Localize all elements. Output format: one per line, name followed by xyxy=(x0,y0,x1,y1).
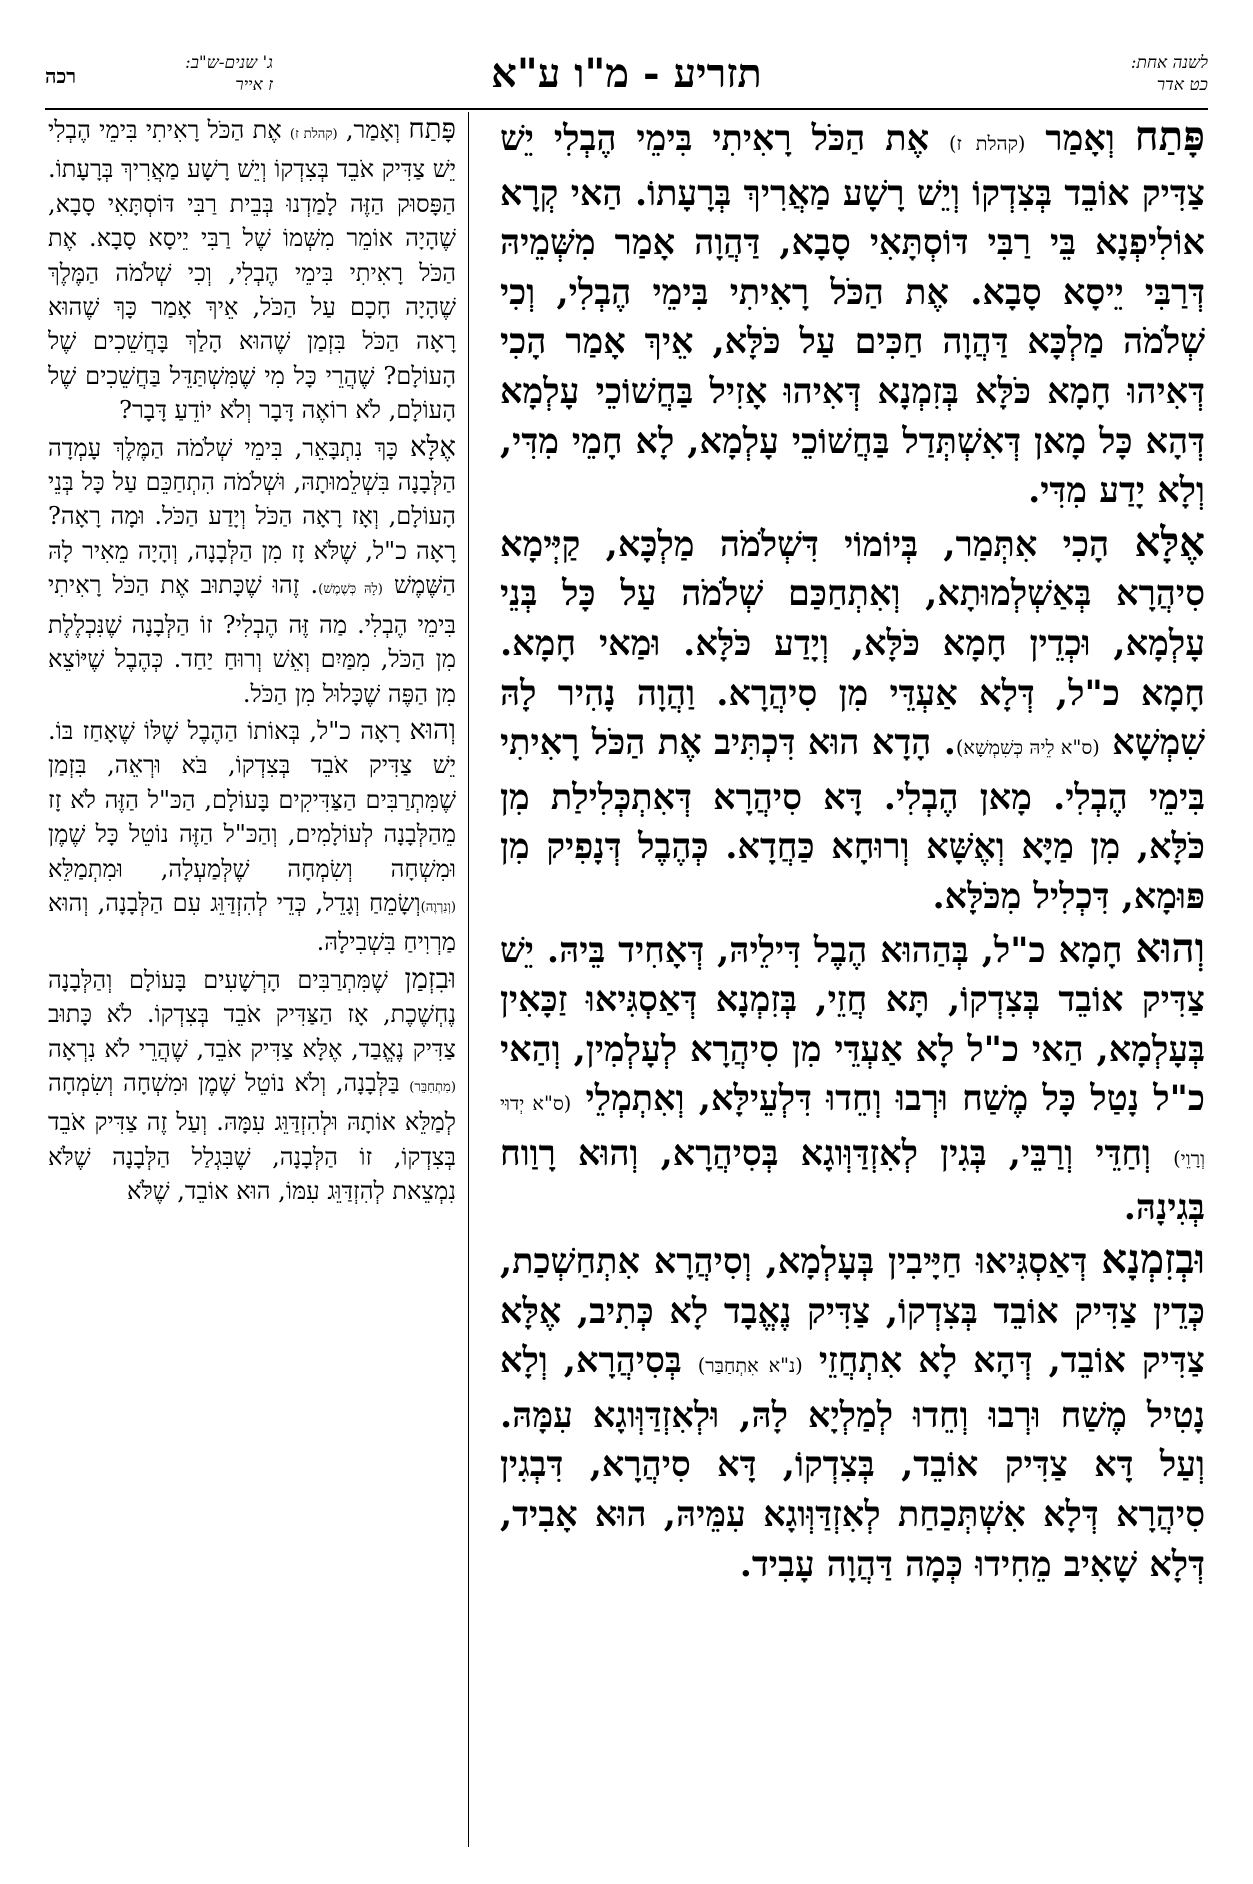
paragraph-lead-word: וּבִזְמַן xyxy=(404,961,456,995)
variant-note: (וְנִרְוֶה) xyxy=(420,899,456,915)
paragraph-text: וְאָמַר xyxy=(1045,118,1115,159)
variant-note: (ס"א יְדוּי וְרָוֵי) xyxy=(500,1092,1205,1170)
page-number: רכה xyxy=(45,64,77,88)
paragraph-text: . הָדָא הוּא דִּכְתִּיב אֶת הַכֹּל רָאִיתִי בִּימֵי הֶבְלִי. מָאן הֶבְלִי. דָּא סִיהֲרָא דְּאִתְכְּלִילַת מִן כֹּלָּא, מִן מַיָּא וְאֶשָּׁא וְרוּחָא כַּחֲדָא. כְּהֶבֶל דְּנָפִיק מִן פּוּמָא, דִּכְלִיל מִכֹּלָּא. xyxy=(500,722,1205,917)
page-title: תזריע - מ"ו ע"א xyxy=(491,50,762,97)
paragraph-text: וְאָמַר, xyxy=(345,116,401,144)
schedule-one-year: לשנה אחת: xyxy=(1130,53,1208,73)
paragraph-text: אֶת הַכֹּל רָאִיתִי בִּימֵי הֶבְלִי יֵשׁ צַדִּיק אֹבֵד בְּצִדְקוֹ וְיֵשׁ רָשָׁע מַאֲרִיךְ בְּרָעָתוֹ. הַפָּסוּק הַזֶּה לָמַדְנוּ בְּבֵית רַבִּי דּוֹסְתָּאִי סָבָא, שֶׁהָיָה אוֹמֵר מִשְּׁמוֹ שֶׁל רַבִּי יֵיסָא סָבָא. אֶת הַכֹּל רָאִיתִי בִּימֵי הֶבְלִי, וְכִי שְׁלֹמֹה הַמֶּלֶךְ שֶׁהָיָה חָכָם עַל הַכֹּל, אֵיךְ אָמַר כָּךְ שֶׁהוּא רָאָה הַכֹּל בִּזְמַן שֶׁהוּא הָלַךְ בָּחֲשֵׁכִים שֶׁל הָעוֹלָם? שֶׁהֲרֵי כָּל מִי שֶׁמִּשְׁתַּדֵּל בַּחֲשֵׁכִים שֶׁל הָעוֹלָם, לֹא רוֹאֶה דָּבָר וְלֹא יוֹדֵעַ דָּבָר? xyxy=(48,116,456,425)
paragraph-text: חָמָא כ"ל, בְּהַהוּא הֶבֶל דִּילֵיהּ, דְּאָחִיד בֵּיהּ. יֵשׁ צַדִּיק אוֹבֵד בְּצִדְקוֹ, תָּא חֲזֵי, בְּזִמְנָא דְּאַסְגִּיאוּ זַכָּאִין בְּעָלְמָא, הַאי כ"ל לָא אַעְדֵּי מִן סִיהֲרָא לְעָלְמִין, וְהַאי כ"ל נָטַל כָּל מֶשַׁח וּרְבוּ וְחֵדוּ דִּלְעֵילָּא, וְאִתְמְלֵי xyxy=(500,929,1205,1120)
paragraph-text: שֶׁמִּתְרַבִּים הָרְשָׁעִים בָּעוֹלָם וְהַלְּבָנָה נֶחְשֶׁכֶת, אָז הַצַּדִּיק אֹבֵד בְּצִדְקוֹ. לֹא כָּתוּב צַדִּיק נֶאֱבַד, אֶלָּא צַדִּיק אֹבֵד, שֶׁהֲרֵי לֹא נִרְאָה xyxy=(48,965,456,1063)
side-paragraph xyxy=(48,713,456,960)
paragraph-text: רָאָה כ"ל, בְּאוֹתוֹ הַהֶבֶל שֶׁלּוֹ שֶׁאָחַז בּוֹ. יֵשׁ צַדִּיק אֹבֵד בְּצִדְקוֹ, בֹּא וּרְאֵה, בִּזְמַן שֶׁמִּתְרַבִּים הַצַּדִּיקִים בָּעוֹלָם, הַכּ"ל הַזֶּה לֹא זָז מֵהַלְּבָנָה לְעוֹלָמִים, וְהַכּ"ל הַזֶּה נוֹטֵל כָּל שֶׁמֶן וּמִשְׁחָה וְשִׂמְחָה שֶׁלְּמַעְלָה, וּמִתְמַלֵּא xyxy=(48,716,456,883)
translation-column xyxy=(48,112,456,1852)
main-text-column xyxy=(500,112,1205,1852)
paragraph-text: . זֶהוּ שֶׁכָּתוּב אֶת הַכֹּל רָאִיתִי בִּימֵי הֶבְלִי. מַה זֶּה הֶבְלִי? זוֹ הַלְּבָנָה שֶׁנִּכְלֶלֶת מִן הַכֹּל, מִמַּיִם וְאֵשׁ וְרוּחַ יַחַד. כְּהֶבֶל שֶׁיּוֹצֵא מִן הַפֶּה שֶׁכָּלוּל מִן הַכֹּל. xyxy=(48,571,456,708)
source-reference: (קהלת ז) xyxy=(949,132,1026,155)
paragraph-lead-word: פָּתַח xyxy=(1134,113,1205,160)
column-divider xyxy=(468,112,469,1847)
paragraph-lead-word: אֶלָּא xyxy=(1134,518,1205,566)
paragraph-lead-word: אֶלָּא xyxy=(409,429,456,463)
variant-note: (מִתְחַבֵּר) xyxy=(409,1079,456,1095)
paragraph-lead-word: וּבְזִמְנָא xyxy=(1101,1236,1205,1284)
main-paragraph xyxy=(500,924,1205,1234)
paragraph-text: וְשָׂמֵחַ וְגָדֵל, כְּדֵי לְהִזְדַּוֵּג עִם הַלְּבָנָה, וְהוּא מַרְוִיחַ בִּשְׁבִילָהּ. xyxy=(48,888,456,957)
variant-note: (ס"א לֵיהּ כְּשִׁמְשָׁא) xyxy=(955,736,1100,760)
paragraph-text: בְּסִיהֲרָא, וְלָא נָטִיל מֶשַׁח וּרְבוּ וְחֵדוּ לְמַלְיָא לָהּ, וּלְאִזְדַּוְּוגָא עִמָּהּ. וְעַל דָּא צַדִּיק אוֹבֵד, בְּצִדְקוֹ, דָּא סִיהֲרָא, דִּבְגִין סִיהֲרָא דְּלָא אִשְׁתְּכַחַת לְאִזְדַּוְּוגָא עִמֵּיהּ, הוּא אָבִיד, דְּלָא שָׁאִיב מֵחִידוּ כְּמָה דַּהֲוָה עָבִיד. xyxy=(500,1340,1205,1585)
side-paragraph xyxy=(48,962,456,1209)
paragraph-text: וְחַדֵּי וְרַבֵּי, בְּגִין לְאִזְדַּוְּוגָא בְּסִיהֲרָא, וְהוּא רָוַוח בְּגִינָהּ. xyxy=(500,1132,1205,1229)
side-paragraph xyxy=(48,430,456,711)
paragraph-lead-word: פָּתַח xyxy=(408,112,456,145)
paragraph-text: דְּאַסְגִּיאוּ חַיָּיבִין בְּעָלְמָא, וְסִיהֲרָא אִתְחַשְׁכַת, כְּדֵין צַדִּיק אוֹבֵד בְּצִדְקוֹ, צַדִּיק נֶאֱבָד לָא כְּתִיב, אֶלָּא צַדִּיק אוֹבֵד, דְּהָא לָא אִתְחֲזֵי xyxy=(500,1241,1205,1382)
paragraph-text: אֶת הַכֹּל רָאִיתִי בִּימֵי הֶבְלִי יֵשׁ צַדִּיק אוֹבֵד בְּצִדְקוֹ וְיֵשׁ רָשָׁע מַאֲרִיךְ בְּרָעָתוֹ. הַאי קְרָא אוֹלִיפְנָא בֵּי רַבִּי דּוֹסְתָּאִי סָבָא, דַּהֲוָה אָמַר מִשְּׁמֵיהּ דְּרַבִּי יֵיסָא סָבָא. אֶת הַכֹּל רָאִיתִי בִּימֵי הֶבְלִי, וְכִי שְׁלֹמֹה מַלְכָּא דַּהֲוָה חַכִּים עַל כֹּלָּא, אֵיךְ אָמַר הָכִי דְּאִיהוּ חָמָא כֹּלָּא בְּזִמְנָא דְּאִיהוּ אָזִיל בַּחֲשׁוֹכֵי עָלְמָא דְּהָא כָּל מָאן דְּאִשְׁתְּדַל בַּחֲשׁוֹכֵי עָלְמָא, לָא חָמֵי מִדִּי, וְלָא יָדַע מִדִּי. xyxy=(500,118,1205,512)
main-paragraph xyxy=(500,112,1205,516)
paragraph-text: בַּלְּבָנָה, וְלֹא נוֹטֵל שֶׁמֶן וּמִשְׁחָה וְשִׂמְחָה לְמַלֵּא אוֹתָהּ וּלְהִזְדַּוֵּג עִמָּהּ. וְעַל זֶה צַדִּיק אֹבֵד בְּצִדְקוֹ, זוֹ הַלְּבָנָה, שֶׁבִּגְלַל הַלְּבָנָה שֶׁלֹּא נִמְצֵאת לְהִזְדַּוֵּג עִמּוֹ, הוּא אוֹבֵד, שֶׁלֹּא xyxy=(48,1068,456,1206)
schedule-three-years: ג' שנים-ש"ב: xyxy=(185,53,273,73)
variant-note: (נ"א אִתְחַבַּר) xyxy=(697,1354,803,1378)
schedule-three-years-date: ז אייר xyxy=(235,75,273,95)
page-header xyxy=(45,50,1208,104)
paragraph-lead-word: וְהוּא xyxy=(1135,924,1205,972)
main-paragraph xyxy=(500,1235,1205,1589)
source-reference: (קהלת ז) xyxy=(289,127,338,142)
header-right-info xyxy=(1131,52,1208,96)
variant-note: (לָהּ כְּשֶׁמֶשׁ) xyxy=(318,582,383,598)
header-divider xyxy=(45,108,1208,110)
paragraph-text: כָּךְ נִתְבָּאֵר, בִּימֵי שְׁלֹמֹה הַמֶּלֶךְ עָמְדָה הַלְּבָנָה בִּשְׁלֵמוּתָהּ, וּשְׁלֹמֹה הִתְחַכֵּם עַל כָּל בְּנֵי הָעוֹלָם, וְאָז רָאָה הַכֹּל וְיָדַע הַכֹּל. וּמָה רָאָה? רָאָה כ"ל, שֶׁלֹּא זָז מִן הַלְּבָנָה, וְהָיָה מֵאִיר לָהּ הַשֶּׁמֶשׁ xyxy=(48,433,456,600)
main-paragraph xyxy=(500,518,1205,922)
side-paragraph xyxy=(48,112,456,428)
paragraph-lead-word: וְהוּא xyxy=(409,712,456,746)
schedule-one-year-date: כט אדר xyxy=(1156,75,1208,95)
paragraph-text: הָכִי אִתְּמַר, בְּיוֹמוֹי דִּשְׁלֹמֹה מַלְכָּא, קַיְּימָא סִיהֲרָא בְּאַשְׁלְמוּתָא, וְאִתְחַכַּם שְׁלֹמֹה עַל כָּל בְּנֵי עָלְמָא, וּכְדֵין חָמָא כֹּלָּא, וְיָדַע כֹּלָּא. וּמַאי חָמָא. חָמָא כ"ל, דְּלָא אַעְדֵּי מִן סִיהֲרָא. וַהֲוָה נָהִיר לָהּ שִׁמְשָׁא xyxy=(500,523,1205,764)
